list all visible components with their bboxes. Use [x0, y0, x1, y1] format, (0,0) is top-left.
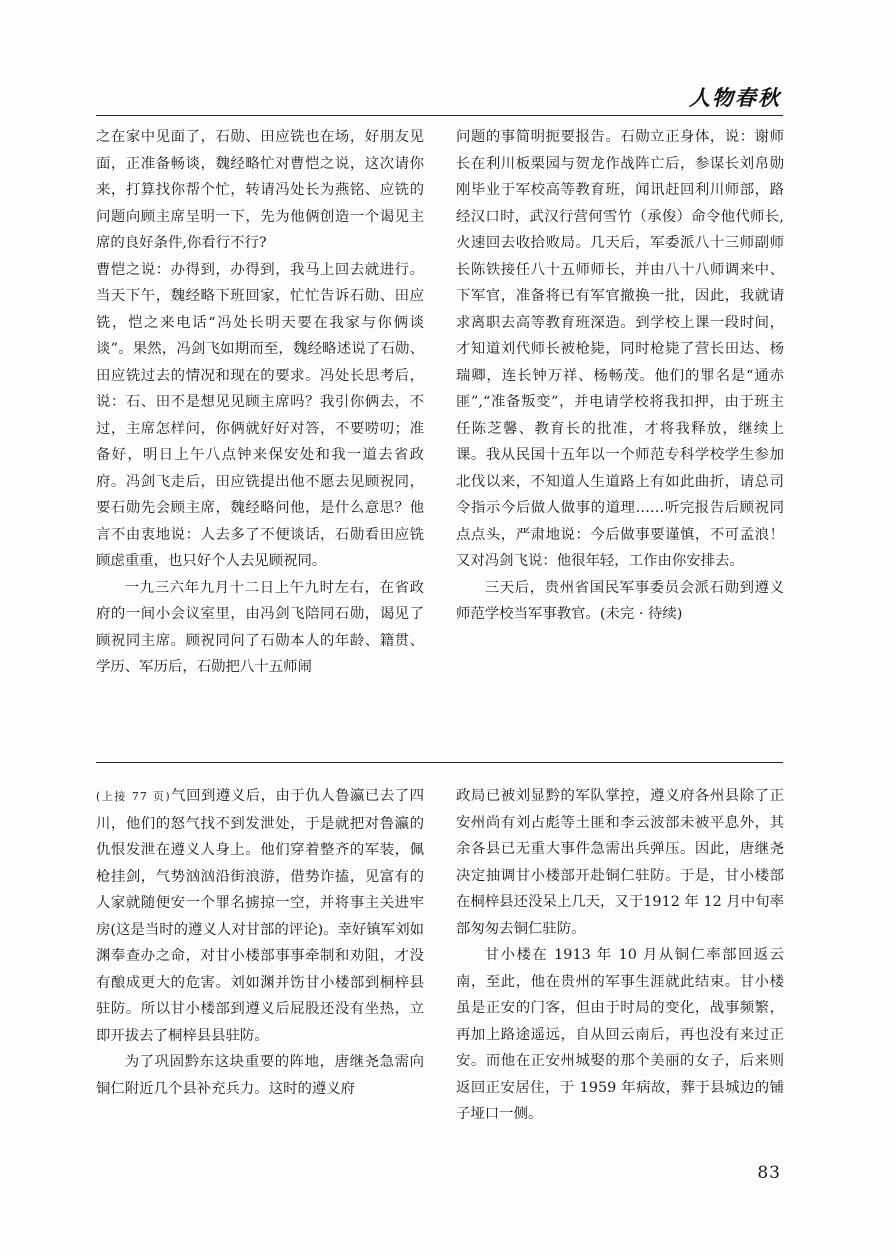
page-number: 83	[757, 1163, 781, 1183]
continued-from-marker: (上接 77 页)	[96, 790, 171, 803]
paragraph: 之在家中见面了，石勋、田应铣也在场，好朋友见面，正准备畅谈，魏经略忙对曹恺之说，这次请你来，打算找你帮个忙，转请冯处长为燕铭、应铣的问题向顾主席呈明一下，先为他俩创造一个谒见主席的良好条件,你看行不行?	[96, 129, 424, 251]
paragraph	[96, 783, 424, 1049]
paragraph: 曹恺之说：办得到，办得到，我马上回去就进行。当天下午，魏经略下班回家，忙忙告诉石勋、田应铣，恺之来电话“冯处长明天要在我家与你俩谈谈”。果然，冯剑飞如期而至，魏经略述说了石勋、田应铣过去的情况和现在的要求。冯处长思考后，说：石、田不是想见见顾主席吗？我引你俩去，不过，主席怎样问，你俩就好好对答，不要唠叨；准备好，明日上午八点钟来保安处和我一道去省政府。冯剑飞走后，田应铣提出他不愿去见顾祝同，要石勋先会顾主席，魏经略问他，是什么意思？他言不由衷地说：人去多了不便谈话，石勋看田应铣顾虑重重，也只好个人去见顾祝同。	[96, 261, 424, 569]
top-article-column-2	[456, 124, 784, 628]
paragraph: 政局已被刘显黔的军队掌控，遵义府各州县除了正安州尚有刘占彪等土匪和李云波部未被平息外，其余各县已无重大事件急需出兵弹压。因此，唐继尧决定抽调甘小楼部开赴铜仁驻防。于是，甘小楼部在桐梓县还没呆上几天，又于1912 年 12 月中旬率部匆匆去铜仁驻防。	[456, 788, 784, 937]
header-rule	[96, 115, 783, 116]
bottom-article-column-2	[456, 783, 784, 1128]
paragraph-text: 气回到遵义后，由于仇人鲁瀛已去了四川，他们的怒气找不到发泄处，于是就把对鲁瀛的仇恨发泄在遵义人身上。他们穿着整齐的军装，佩枪挂剑，气势汹汹沿街浪游，借势诈搕，见富有的人家就随便安一个罪名掳掠一空，并将事主关进牢房(这是当时的遵义人对甘部的评论)。幸好镇军刘如渊奉查办之命，对甘小楼部事事牵制和劝阻，才没有酿成更大的危害。刘如渊并饬甘小楼部到桐梓县驻防。所以甘小楼部到遵义后屁股还没有坐热，立即开拔去了桐梓县县驻防。	[96, 788, 424, 1044]
bottom-article-column-1	[96, 783, 424, 1102]
paragraph: 一九三六年九月十二日上午九时左右，在省政府的一间小会议室里，由冯剑飞陪同石勋，谒见了顾祝同主席。顾祝同问了石勋本人的年龄、籍贯、学历、军历后，石勋把八十五师闹	[96, 579, 424, 675]
paragraph: 三天后，贵州省国民军事委员会派石勋到遵义师范学校当军事教官。(未完 · 待续)	[456, 579, 784, 622]
paragraph: 甘小楼在 1913 年 10 月从铜仁率部回返云南，至此，他在贵州的军事生涯就此结束。甘小楼虽是正安的门客，但由于时局的变化，战事频繁，再加上路途遥远，自从回云南后，再也没有来过正安。而他在正安州城娶的那个美丽的女子，后来则返回正安居住，于 1959 年病故，葬于县城边的铺子垭口一侧。	[456, 947, 784, 1122]
section-title: 人物春秋	[689, 85, 781, 110]
paragraph: 为了巩固黔东这块重要的阵地，唐继尧急需向铜仁附近几个县补充兵力。这时的遵义府	[96, 1054, 424, 1097]
top-article-column-1	[96, 124, 424, 681]
paragraph: 问题的事简明扼要报告。石勋立正身体，说：谢师长在利川板栗园与贺龙作战阵亡后，参谋长刘帛勋刚毕业于军校高等教育班，闻讯赶回利川师部，路经汉口时，武汉行营何雪竹（承俊）命令他代师长,火速回去收拾败局。几天后，军委派八十三师副师长陈铁接任八十五师师长，并由八十八师调来中、下军官，准备将已有军官撤换一批，因此，我就请求离职去高等教育班深造。到学校上课一段时间，才知道刘代师长被枪毙，同时枪毙了营长田达、杨瑞卿，连长钟万祥、杨畅茂。他们的罪名是“通赤匪”,“准备叛变”，并电请学校将我扣押，由于班主任陈芝馨、教育长的批准，才将我释放，继续上课。我从民国十五年以一个师范专科学校学生参加北伐以来，不知道人生道路上有如此曲折，请总司令指示今后做人做事的道理……听完报告后顾祝同点点头，严肃地说：今后做事要谨慎，不可孟浪！又对冯剑飞说：他很年轻，工作由你安排去。	[456, 129, 784, 569]
section-divider-rule	[96, 762, 783, 763]
